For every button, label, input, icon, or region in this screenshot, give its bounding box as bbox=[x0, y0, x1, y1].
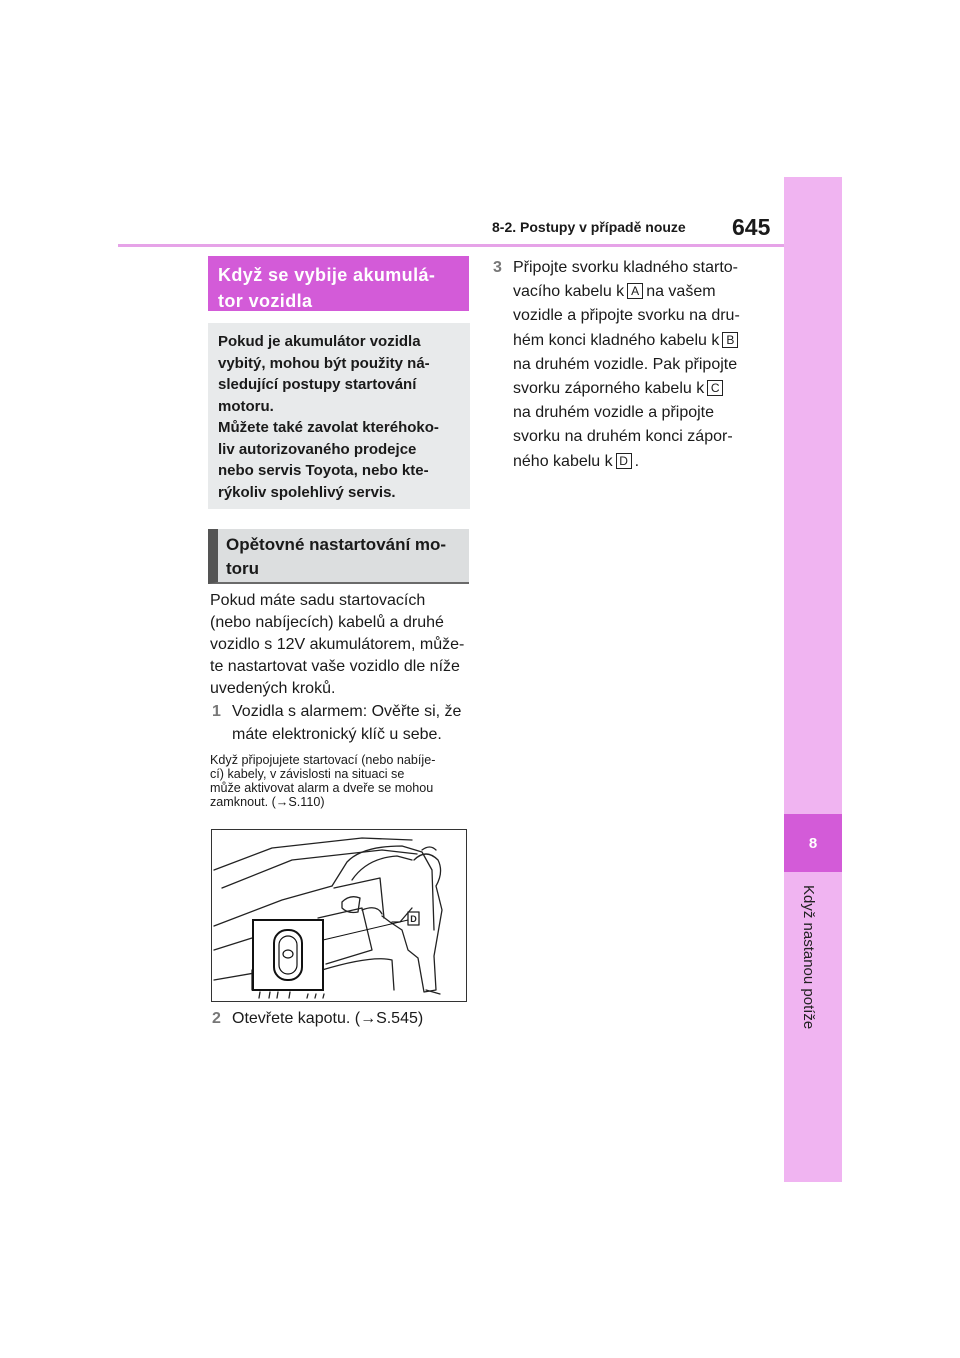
intro-line: te nastartovat vaše vozidlo dle níže bbox=[210, 658, 460, 675]
step-line: Vozidla s alarmem: Ověřte si, že bbox=[232, 703, 462, 720]
step-line: na druhém vozidle a připojte bbox=[513, 404, 715, 422]
step-number: 1 bbox=[212, 703, 221, 720]
step-number: 3 bbox=[493, 259, 502, 276]
step-3 bbox=[493, 256, 755, 474]
note-line: může aktivovat alarm a dveře se mohou bbox=[210, 781, 434, 795]
chapter-side-tab bbox=[784, 177, 842, 1182]
step-text: Otevřete kapotu. (→S.545) bbox=[232, 1010, 424, 1027]
step-line: na druhém vozidle. Pak připojte bbox=[513, 355, 738, 373]
step-line: máte elektronický klíč u sebe. bbox=[232, 725, 442, 743]
step-1-note bbox=[210, 753, 472, 809]
callout-line: vybitý, mohou být použity ná- bbox=[218, 354, 430, 372]
car-door-illustration bbox=[212, 830, 466, 1001]
step-line: hém konci kladného kabelu k B bbox=[513, 329, 755, 353]
car-roof-line bbox=[214, 838, 412, 870]
intro-paragraph bbox=[210, 590, 472, 700]
step-line: svorku záporného kabelu k C bbox=[513, 377, 755, 401]
callout-line: Můžete také zavolat kteréhoko- bbox=[218, 419, 439, 436]
step-2 bbox=[212, 1008, 474, 1031]
callout-line: nebo servis Toyota, nebo kte- bbox=[218, 462, 429, 479]
note-line: cí) kabely, v závislosti na situaci se bbox=[210, 767, 405, 781]
callout-line: rýkoliv spolehlivý servis. bbox=[218, 483, 396, 501]
chapter-title: Když nastanou potíže bbox=[800, 885, 817, 1030]
callout-line: liv autorizovaného prodejce bbox=[218, 440, 417, 458]
callout-body bbox=[208, 323, 470, 509]
step-number: 2 bbox=[212, 1010, 221, 1027]
intro-line: uvedených kroků. bbox=[210, 680, 336, 697]
step-line: ného kabelu k D . bbox=[513, 452, 640, 470]
note-line: Když připojujete startovací (nebo nabíje- bbox=[210, 753, 436, 767]
subsection-heading: Opětovné nastartování mo- toru bbox=[208, 529, 469, 584]
intro-line: vozidlo s 12V akumulátorem, může- bbox=[210, 636, 465, 653]
smart-key-icon bbox=[274, 930, 302, 980]
step-line: vacího kabelu k A na vašem bbox=[513, 283, 716, 301]
step-line: Připojte svorku kladného starto- bbox=[513, 259, 738, 276]
callout-line: motoru. bbox=[218, 397, 274, 415]
callout-line: Pokud je akumulátor vozidla bbox=[218, 333, 421, 350]
header-rule bbox=[118, 244, 784, 247]
marker-a: A bbox=[627, 283, 643, 299]
intro-line: Pokud máte sadu startovacích bbox=[210, 592, 426, 609]
callout-title: Když se vybije akumulá- tor vozidla bbox=[208, 256, 469, 311]
chapter-number-badge: 8 bbox=[784, 814, 842, 872]
marker-c: C bbox=[707, 380, 723, 396]
callout-line: sledující postupy startování bbox=[218, 376, 417, 393]
illustration-door-key bbox=[211, 829, 467, 1002]
step-line: vozidle a připojte svorku na dru- bbox=[513, 307, 740, 325]
step-line: svorku na druhém konci zápor- bbox=[513, 428, 733, 446]
page-number: 645 bbox=[732, 214, 771, 240]
note-line: zamknout. (→S.110) bbox=[210, 795, 325, 809]
intro-line: (nebo nabíjecích) kabelů a druhé bbox=[210, 614, 444, 631]
step-1 bbox=[212, 701, 474, 746]
key-marker-label: D bbox=[410, 914, 417, 924]
section-header: 8-2. Postupy v případě nouze bbox=[492, 219, 686, 235]
marker-b: B bbox=[722, 332, 738, 348]
marker-d: D bbox=[616, 453, 632, 469]
